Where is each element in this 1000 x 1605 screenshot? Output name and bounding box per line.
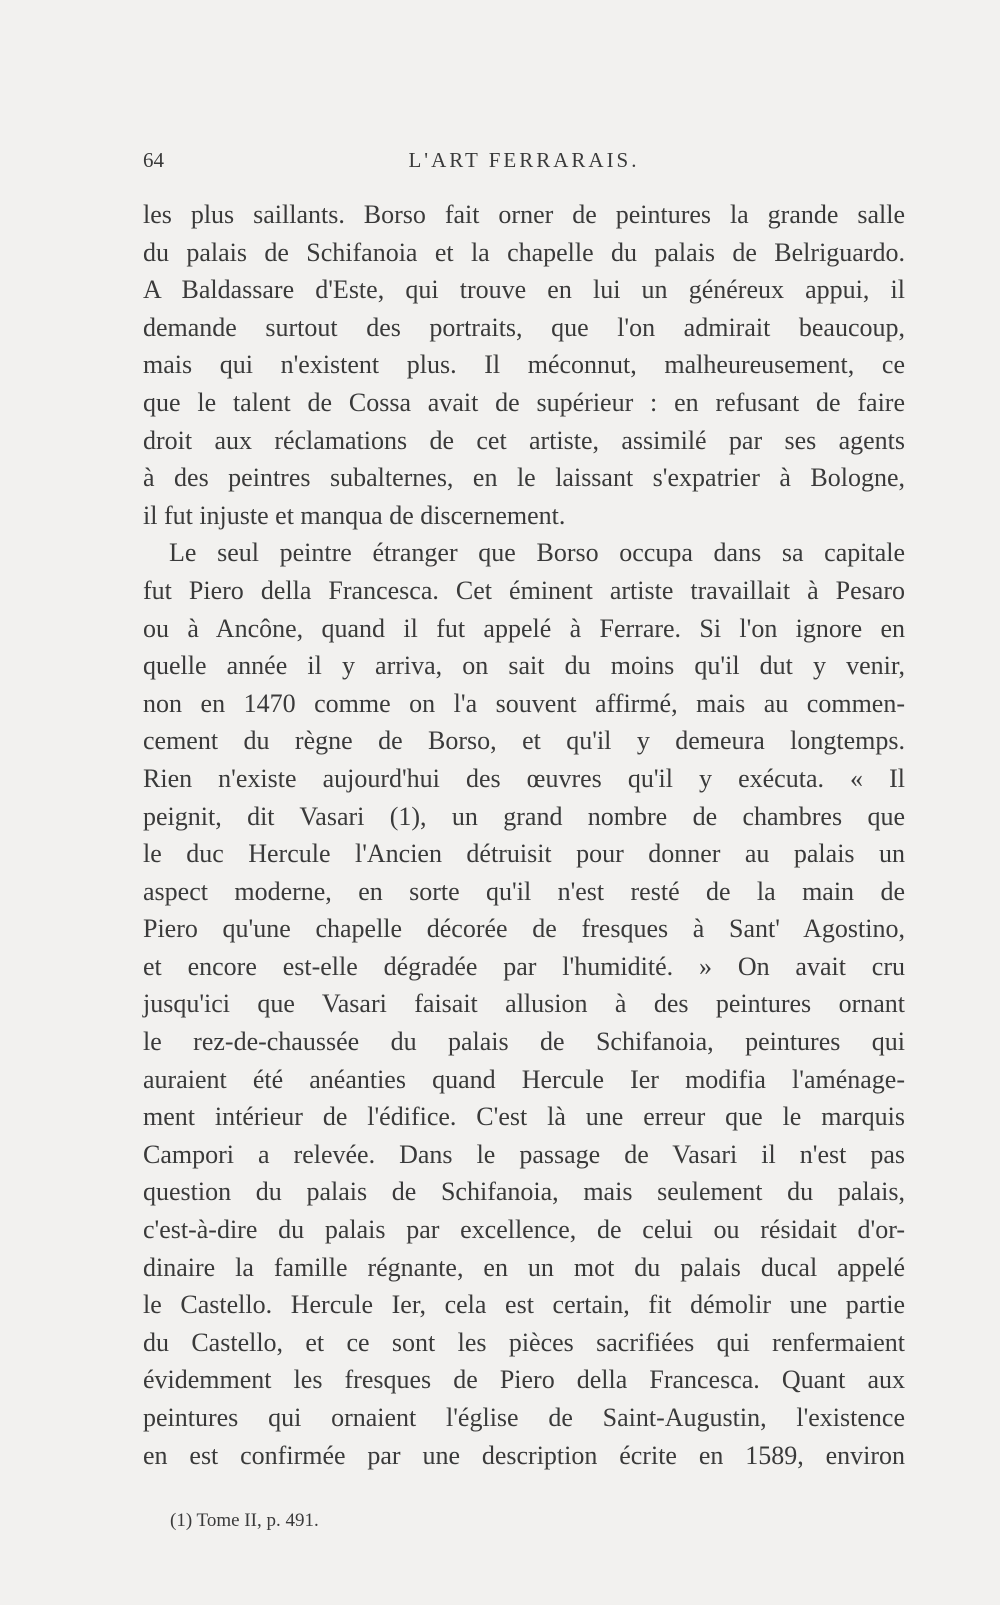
- text-line: question du palais de Schifanoia, mais seulement du palais,: [143, 1177, 905, 1207]
- text-line: mais qui n'existent plus. Il méconnut, malheureusement, ce: [143, 350, 905, 380]
- text-line: évidemment les fresques de Piero della Francesca. Quant aux: [143, 1365, 905, 1395]
- text-line: peignit, dit Vasari (1), un grand nombre de chambres que: [143, 801, 905, 831]
- text-line: demande surtout des portraits, que l'on admirait beaucoup,: [143, 312, 905, 342]
- text-line: le rez-de-chaussée du palais de Schifanoia, peintures qui: [143, 1027, 905, 1057]
- page-number: 64: [143, 148, 164, 172]
- text-line: Rien n'existe aujourd'hui des œuvres qu'il y exécuta. « Il: [143, 763, 905, 793]
- text-line: dinaire la famille régnante, en un mot du palais ducal appelé: [143, 1252, 905, 1282]
- text-line: peintures qui ornaient l'église de Saint-Augustin, l'existence: [143, 1403, 905, 1432]
- text-line: il fut injuste et manqua de discernement.: [143, 500, 566, 530]
- text-line: Piero qu'une chapelle décorée de fresques à Sant' Agostino,: [143, 914, 905, 944]
- text-line: c'est-à-dire du palais par excellence, de celui ou résidait d'or-: [143, 1215, 905, 1245]
- footnote: (1) Tome II, p. 491.: [170, 1510, 319, 1531]
- text-line: quelle année il y arriva, on sait du moins qu'il dut y venir,: [143, 651, 905, 681]
- page-header: [143, 148, 905, 182]
- text-line: du Castello, et ce sont les pièces sacrifiées qui renfermaient: [143, 1327, 905, 1357]
- text-line: le duc Hercule l'Ancien détruisit pour donner au palais un: [143, 839, 905, 869]
- text-line: non en 1470 comme on l'a souvent affirmé, mais au commen-: [143, 688, 905, 718]
- text-line: et encore est-elle dégradée par l'humidité. » On avait cru: [143, 951, 905, 981]
- text-line: droit aux réclamations de cet artiste, assimilé par ses agents: [143, 425, 905, 455]
- text-line: auraient été anéanties quand Hercule Ier modifia l'aménage-: [143, 1064, 905, 1094]
- text-line: fut Piero della Francesca. Cet éminent artiste travaillait à Pesaro: [143, 575, 905, 605]
- text-line: les plus saillants. Borso fait orner de peintures la grande salle: [143, 200, 905, 229]
- text-line: aspect moderne, en sorte qu'il n'est resté de la main de: [143, 876, 905, 906]
- running-head: L'ART FERRARAIS.: [408, 148, 640, 172]
- text-line: en est confirmée par une description écrite en 1589, environ: [143, 1440, 905, 1470]
- body-text: [143, 196, 905, 1474]
- text-line: A Baldassare d'Este, qui trouve en lui un généreux appui, il: [143, 275, 905, 305]
- text-line: cement du règne de Borso, et qu'il y demeura longtemps.: [143, 726, 905, 756]
- text-line: jusqu'ici que Vasari faisait allusion à des peintures ornant: [143, 989, 905, 1019]
- text-line: que le talent de Cossa avait de supérieur : en refusant de faire: [143, 387, 905, 417]
- text-line: le Castello. Hercule Ier, cela est certain, fit démolir une partie: [143, 1290, 905, 1320]
- text-line: à des peintres subalternes, en le laissant s'expatrier à Bologne,: [143, 463, 905, 493]
- text-line: ment intérieur de l'édifice. C'est là une erreur que le marquis: [143, 1102, 905, 1132]
- text-line: du palais de Schifanoia et la chapelle du palais de Belriguardo.: [143, 237, 905, 267]
- text-line: Campori a relevée. Dans le passage de Vasari il n'est pas: [143, 1139, 905, 1169]
- text-line: ou à Ancône, quand il fut appelé à Ferrare. Si l'on ignore en: [143, 613, 905, 643]
- text-line: Le seul peintre étranger que Borso occupa dans sa capitale: [169, 538, 905, 568]
